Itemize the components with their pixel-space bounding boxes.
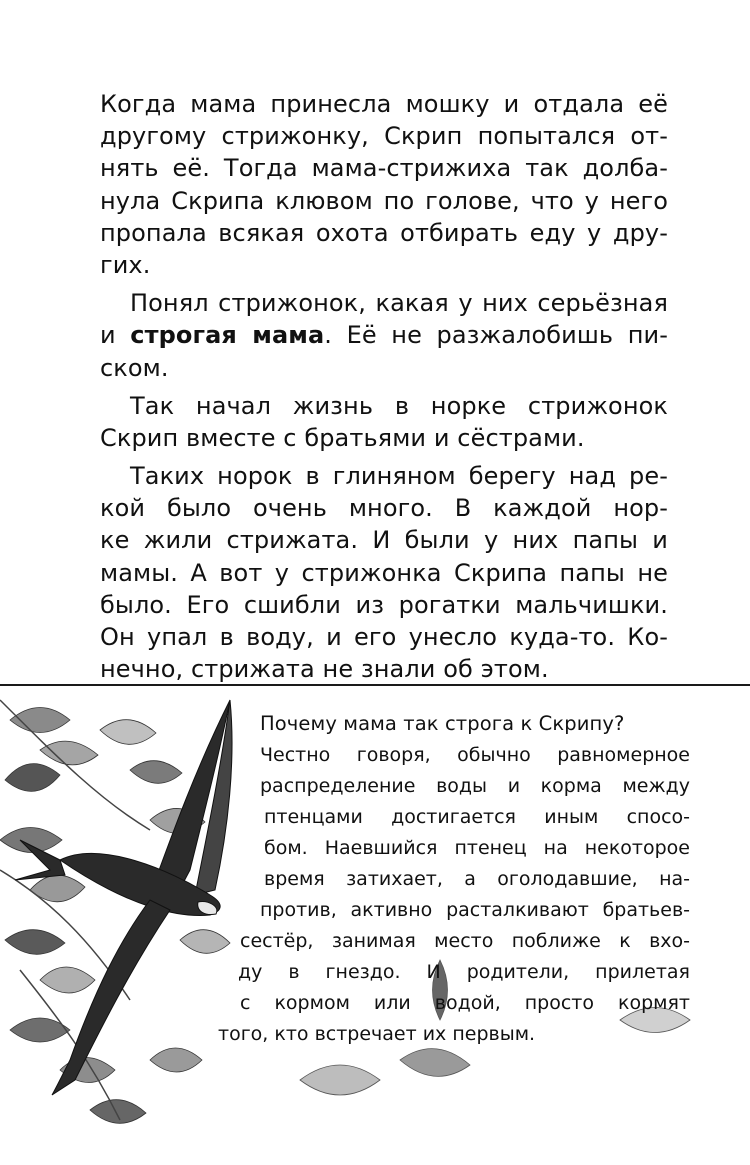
bold-emphasis: строгая мама [130, 321, 325, 350]
sidebar-line: того, кто встречает их первым. [218, 1023, 536, 1045]
sidebar-title: Почему мама так строга к Скрипу? [260, 712, 625, 735]
story-line: ском. [100, 353, 169, 382]
story-line: кой было очень много. В каждой нор- [100, 494, 668, 523]
sidebar-line: распределение воды и корма между [260, 775, 690, 797]
sidebar-line: против, активно расталкивают братьев- [260, 899, 690, 921]
story-line: пропала всякая охота отбирать еду у дру- [100, 218, 668, 247]
story-line: Он упал в воду, и его унесло куда-то. Ко- [100, 623, 668, 651]
story-line: другому стрижонку, Скрип попытался от- [100, 122, 668, 151]
sidebar-line: птенцами достигается иным спосо- [264, 806, 690, 828]
story-line: Понял стрижонок, какая у них серьёзная [130, 289, 668, 318]
story-line: нять её. Тогда мама-стрижиха так долба- [100, 154, 668, 183]
story-line: нечно, стрижата не знали об этом. [100, 655, 549, 684]
sidebar-line: бом. Наевшийся птенец на некоторое [264, 837, 690, 859]
story-line: мамы. А вот у стрижонка Скрипа папы не [100, 558, 668, 587]
story-line: было. Его сшибли из рогатки мальчишки. [100, 590, 668, 619]
story-text-fragment: и [100, 321, 131, 350]
sidebar-line: Честно говоря, обычно равномерное [260, 744, 690, 766]
sidebar-line: с кормом или водой, просто кормят [240, 992, 690, 1014]
sidebar-line: сестёр, занимая место поближе к вхо- [240, 930, 690, 952]
story-line: Скрип вместе с братьями и сёстрами. [100, 423, 585, 452]
story-line: Когда мама принесла мошку и отдала её [100, 90, 668, 118]
sidebar-line: ду в гнездо. И родители, прилетая [238, 961, 690, 983]
story-line: Так начал жизнь в норке стрижонок [130, 391, 668, 420]
story-text-fragment: . Её не разжалобишь пи- [324, 321, 668, 350]
story-line-with-emphasis [100, 319, 668, 351]
story-line: нула Скрипа клювом по голове, что у него [100, 186, 668, 215]
story-line: ке жили стрижата. И были у них папы и [100, 526, 668, 555]
story-line: гих. [100, 250, 151, 279]
story-line: Таких норок в глиняном берегу над ре- [130, 462, 668, 491]
story-text [100, 88, 668, 685]
sidebar-line: время затихает, а оголодавшие, на- [264, 868, 690, 890]
